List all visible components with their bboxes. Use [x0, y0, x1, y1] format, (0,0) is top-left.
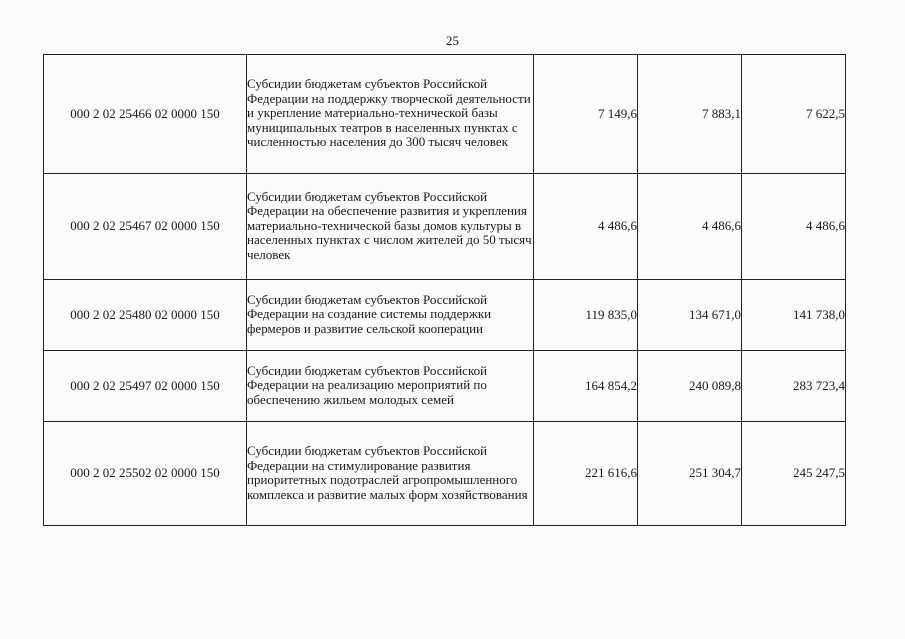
description-text: Субсидии бюджетам субъектов Российской Федерации на стимулирование развития приоритетных подотраслей агропромышленного комплекса и развитие малых форм хозяйствования — [247, 443, 528, 502]
table-row — [44, 422, 846, 526]
budget-table — [43, 54, 846, 526]
amount-year-1-cell: 164 854,2 — [534, 351, 638, 422]
budget-code-cell: 000 2 02 25480 02 0000 150 — [44, 280, 247, 351]
amount-year-3-cell: 283 723,4 — [742, 351, 846, 422]
description-cell — [247, 351, 534, 422]
amount-year-2-cell: 7 883,1 — [638, 55, 742, 174]
description-text: Субсидии бюджетам субъектов Российской Федерации на создание системы поддержки фермеров и развитие сельской кооперации — [247, 291, 492, 336]
page-number: 25 — [446, 33, 459, 48]
budget-code-cell: 000 2 02 25467 02 0000 150 — [44, 174, 247, 280]
amount-year-2-cell: 240 089,8 — [638, 351, 742, 422]
description-text: Субсидии бюджетам субъектов Российской Федерации на реализацию мероприятий по обеспечению жильем молодых семей — [247, 362, 488, 407]
description-cell — [247, 280, 534, 351]
amount-year-2-cell: 134 671,0 — [638, 280, 742, 351]
description-text: Субсидии бюджетам субъектов Российской Федерации на поддержку творческой деятельности и укрепление материально-технической базы муниципальных театров в населенных пунктах с численностью населения до 300 тысяч человек — [247, 76, 531, 150]
description-cell — [247, 422, 534, 526]
table-row — [44, 280, 846, 351]
amount-year-3-cell: 4 486,6 — [742, 174, 846, 280]
budget-code-cell: 000 2 02 25502 02 0000 150 — [44, 422, 247, 526]
table-row — [44, 351, 846, 422]
budget-code-cell: 000 2 02 25497 02 0000 150 — [44, 351, 247, 422]
amount-year-1-cell: 119 835,0 — [534, 280, 638, 351]
amount-year-3-cell: 7 622,5 — [742, 55, 846, 174]
amount-year-3-cell: 141 738,0 — [742, 280, 846, 351]
amount-year-2-cell: 4 486,6 — [638, 174, 742, 280]
amount-year-1-cell: 7 149,6 — [534, 55, 638, 174]
description-cell — [247, 55, 534, 174]
amount-year-1-cell: 4 486,6 — [534, 174, 638, 280]
table-row — [44, 174, 846, 280]
table-row — [44, 55, 846, 174]
amount-year-2-cell: 251 304,7 — [638, 422, 742, 526]
budget-code-cell: 000 2 02 25466 02 0000 150 — [44, 55, 247, 174]
description-text: Субсидии бюджетам субъектов Российской Федерации на обеспечение развития и укрепления материально-технической базы домов культуры в населенных пунктах с числом жителей до 50 тысяч человек — [247, 188, 532, 262]
description-cell — [247, 174, 534, 280]
amount-year-3-cell: 245 247,5 — [742, 422, 846, 526]
amount-year-1-cell: 221 616,6 — [534, 422, 638, 526]
